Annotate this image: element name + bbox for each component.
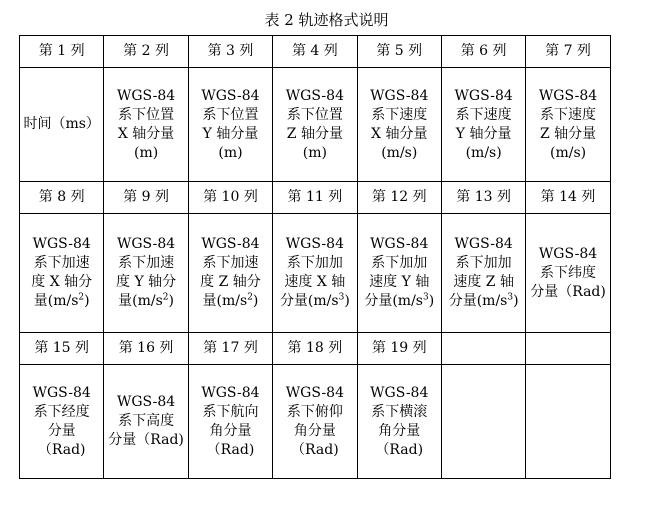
table-cell (188, 365, 272, 479)
table-cell (104, 365, 188, 479)
cell-text-line: 系下横滚 (371, 403, 428, 420)
column-header-cell (188, 182, 272, 214)
cell-text-line: WGS-84 (370, 87, 429, 104)
column-header-cell (357, 182, 441, 214)
cell-text-line: 第 8 列 (38, 189, 85, 205)
unit-exponent: 2 (247, 292, 253, 303)
cell-text-line: 量$(m/s^2)$ (33, 292, 90, 309)
cell-text-line: WGS-84 (32, 384, 91, 401)
column-header-cell (273, 182, 357, 214)
cell-text-line: 第 15 列 (34, 340, 90, 356)
column-header-cell (273, 333, 357, 365)
table-cell (104, 214, 188, 333)
column-header-cell (20, 182, 104, 214)
cell-text-line: 分量 (47, 422, 76, 439)
column-header-cell (526, 333, 610, 365)
cell-text-line: WGS-84 (116, 236, 176, 252)
cell-text-line: （Rad) (375, 441, 424, 458)
table-cell (357, 214, 441, 333)
cell-text-line: WGS-84 (538, 87, 598, 104)
cell-text-line: 系下加加 (286, 255, 343, 271)
table-row (20, 365, 611, 479)
table-cell (526, 68, 610, 182)
cell-text-line: 系下速度 (371, 106, 428, 123)
table-cell (188, 68, 272, 182)
unit-exponent: 2 (78, 292, 85, 303)
cell-text-line: 第 9 列 (123, 189, 169, 205)
column-header-cell (357, 333, 441, 365)
column-header-cell (20, 333, 104, 365)
cell-text-line: Z 轴分量 (286, 125, 343, 142)
cell-text-line: WGS-84 (370, 236, 429, 252)
table-cell (104, 68, 188, 182)
table-cell (20, 68, 104, 182)
header-row (20, 36, 611, 68)
table-cell (357, 365, 441, 479)
trajectory-format-table (19, 35, 611, 479)
cell-text-line: 第 1 列 (38, 43, 85, 59)
cell-text-line: 系下加加 (371, 255, 428, 271)
cell-text-line: WGS-84 (116, 87, 176, 104)
cell-text-line: WGS-84 (454, 236, 513, 252)
cell-text-line: WGS-84 (32, 236, 91, 252)
column-header-cell (104, 36, 188, 68)
cell-text-line: 量$(m/s^2)$ (202, 292, 259, 309)
cell-text-line: 系下速度 (455, 106, 512, 123)
cell-text-line: 第 11 列 (287, 189, 343, 205)
column-header-cell (104, 182, 188, 214)
cell-text-line: Y 轴分量 (202, 125, 259, 142)
cell-text-line: Z 轴分量 (539, 125, 597, 142)
table-cell (273, 214, 357, 333)
column-header-cell (526, 182, 610, 214)
cell-text-line: 系下位置 (118, 106, 175, 123)
column-header-cell (273, 36, 357, 68)
column-header-cell (441, 182, 525, 214)
cell-text-line: 第 17 列 (203, 340, 258, 356)
cell-text-line: WGS-84 (201, 236, 260, 252)
table-row (20, 68, 611, 182)
cell-text-line: 第 4 列 (291, 43, 338, 59)
cell-text-line: 第 16 列 (118, 340, 174, 356)
cell-text-line: 系下加速 (118, 255, 175, 271)
table-cell (357, 68, 441, 182)
table-cell (273, 68, 357, 182)
table-cell (188, 214, 272, 333)
cell-text-line: 系下位置 (202, 106, 259, 123)
cell-text-line: (m) (218, 144, 243, 161)
cell-text-line: 时间（ms） (23, 116, 100, 132)
cell-text-line: 第 10 列 (203, 189, 258, 205)
column-header-cell (441, 333, 525, 365)
cell-text-line: WGS-84 (454, 87, 513, 104)
column-header-cell (441, 36, 525, 68)
cell-text-line: 第 18 列 (287, 340, 343, 356)
cell-text-line: (m) (302, 144, 327, 161)
cell-text-line: WGS-84 (116, 394, 176, 410)
cell-text-line: 第 12 列 (371, 189, 427, 205)
cell-text-line: 分量$(m/s^3)$ (364, 292, 435, 309)
table-row (20, 214, 611, 333)
column-header-cell (526, 36, 610, 68)
cell-text-line: 第 6 列 (460, 43, 507, 59)
table-cell (526, 365, 610, 479)
cell-text-line: (m/s) (465, 144, 502, 161)
cell-text-line: Y 轴分量 (455, 125, 512, 142)
cell-text-line: WGS-84 (201, 384, 260, 401)
cell-text-line: WGS-84 (285, 236, 344, 252)
cell-text-line: 速度 Y 轴 (369, 274, 430, 290)
cell-text-line: 角分量 (209, 422, 252, 439)
cell-text-line: 系下加速 (202, 255, 259, 271)
cell-text-line: 第 19 列 (371, 340, 427, 356)
cell-text-line: 系下航向 (202, 403, 259, 420)
cell-text-line: 分量（Rad) (108, 432, 184, 448)
header-row (20, 182, 611, 214)
table-cell (441, 68, 525, 182)
cell-text-line: X 轴分量 (371, 125, 428, 142)
cell-text-line: 分量（Rad) (530, 283, 606, 300)
unit-exponent: 3 (422, 292, 429, 303)
cell-text-line: 系下加速 (33, 255, 90, 271)
cell-text-line: 速度 Z 轴 (453, 274, 514, 290)
table-cell (20, 214, 104, 333)
column-header-cell (357, 36, 441, 68)
header-row (20, 333, 611, 365)
cell-text-line: 系下位置 (286, 106, 343, 123)
cell-text-line: 速度 X 轴 (284, 274, 346, 290)
cell-text-line: WGS-84 (285, 384, 344, 401)
cell-text-line: 角分量 (293, 422, 336, 439)
cell-text-line: (m) (133, 144, 159, 161)
cell-text-line: 分量$(m/s^3)$ (279, 292, 350, 309)
cell-text-line: WGS-84 (201, 87, 260, 104)
cell-text-line: 度 Z 轴分 (200, 274, 261, 290)
table-caption: 表 2 轨迹格式说明 (264, 11, 389, 29)
cell-text-line: （Rad) (206, 441, 255, 458)
table-cell (441, 365, 525, 479)
cell-text-line: 分量$(m/s^3)$ (448, 292, 519, 309)
column-header-cell (104, 333, 188, 365)
unit-exponent: 3 (338, 292, 345, 303)
cell-text-line: 第 5 列 (376, 43, 423, 59)
cell-text-line: （Rad) (37, 441, 86, 458)
cell-text-line: 系下速度 (540, 106, 597, 123)
cell-text-line: 系下俯仰 (286, 403, 343, 420)
column-header-cell (20, 36, 104, 68)
unit-exponent: 3 (507, 292, 514, 303)
cell-text-line: WGS-84 (538, 245, 598, 262)
table-cell (526, 214, 610, 333)
cell-text-line: 系下加加 (455, 255, 512, 271)
cell-text-line: 第 7 列 (545, 43, 591, 59)
cell-text-line: 第 2 列 (123, 43, 169, 59)
cell-text-line: (m/s) (381, 144, 418, 161)
column-header-cell (188, 36, 272, 68)
column-header-cell (188, 333, 272, 365)
cell-text-line: 第 3 列 (207, 43, 254, 59)
cell-text-line: 系下纬度 (540, 264, 597, 281)
cell-text-line: 度 Y 轴分 (116, 274, 177, 290)
cell-text-line: 系下经度 (33, 403, 90, 420)
table-cell (441, 214, 525, 333)
table-cell (273, 365, 357, 479)
cell-text-line: WGS-84 (370, 384, 429, 401)
unit-exponent: 2 (162, 292, 169, 303)
cell-text-line: 系下高度 (118, 413, 175, 429)
cell-text-line: (m/s) (549, 144, 587, 161)
cell-text-line: 第 13 列 (456, 189, 511, 205)
cell-text-line: 第 14 列 (540, 189, 596, 205)
cell-text-line: WGS-84 (285, 87, 344, 104)
cell-text-line: （Rad) (291, 441, 339, 458)
table-body (20, 36, 611, 479)
cell-text-line: 度 X 轴分 (31, 274, 93, 290)
table-cell (20, 365, 104, 479)
cell-text-line: X 轴分量 (117, 125, 175, 142)
cell-text-line: 量$(m/s^2)$ (118, 292, 174, 309)
cell-text-line: 角分量 (378, 422, 421, 439)
